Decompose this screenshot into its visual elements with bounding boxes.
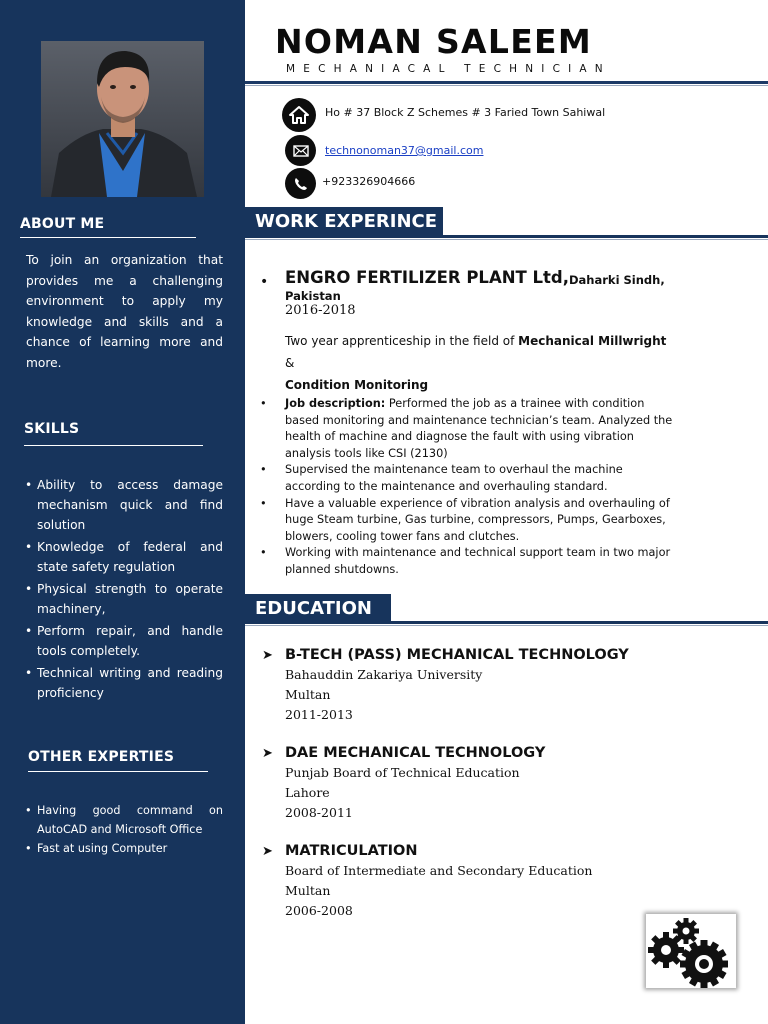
work-years: 2016-2018 [285, 303, 356, 318]
work-summary-amp: & [285, 356, 295, 370]
education-city: Lahore [285, 785, 330, 800]
work-summary-prefix: Two year apprenticeship in the field of [285, 334, 515, 348]
education-years: 2006-2008 [285, 903, 353, 918]
experties-heading-rule [28, 771, 208, 772]
skills-heading: SKILLS [24, 421, 80, 437]
phone-text: +923326904666 [322, 175, 416, 188]
gears-icon [646, 914, 736, 988]
experties-item: • Fast at using Computer [25, 840, 223, 859]
skills-list [25, 475, 223, 705]
education-years: 2008-2011 [285, 805, 353, 820]
duty-item [260, 396, 680, 462]
arrow-bullet-icon: ➤ [262, 746, 273, 761]
company-bullet: • [260, 274, 269, 290]
education-degree: B-TECH (PASS) MECHANICAL TECHNOLOGY [285, 647, 629, 663]
arrow-bullet-icon: ➤ [262, 648, 273, 663]
experties-list [25, 802, 223, 860]
profile-photo [41, 41, 204, 197]
education-degree: DAE MECHANICAL TECHNOLOGY [285, 745, 546, 761]
skill-item: • Knowledge of federal and state safety regulation [25, 537, 223, 577]
duty-item: • Working with maintenance and technical support team in two major planned shutdowns. [260, 545, 680, 578]
work-summary-field2: Condition Monitoring [285, 378, 429, 392]
duty-item-text: Performed the job as a trainee with condition based monitoring and maintenance technician’s team. Analyzed the health of machine and diagnose the fault with using vibration analysis tools like CSI (2130) [285, 397, 673, 460]
skill-item: • Physical strength to operate machinery, [25, 579, 223, 619]
work-summary-field: Mechanical Millwright [518, 334, 667, 348]
education-institute: Board of Intermediate and Secondary Education [285, 863, 593, 878]
duty-label: Job description: [285, 397, 386, 410]
mail-icon [285, 135, 316, 166]
phone-icon [285, 168, 316, 199]
arrow-bullet-icon: ➤ [262, 844, 273, 859]
education-degree: MATRICULATION [285, 843, 418, 859]
experties-item: • Having good command on AutoCAD and Microsoft Office [25, 802, 223, 839]
education-entry [262, 647, 742, 727]
skills-heading-rule [24, 445, 203, 446]
about-heading: ABOUT ME [20, 216, 105, 232]
about-text: To join an organization that provides me a challenging environment to apply my knowledge and skills and a chance of learning more and more. [26, 253, 223, 370]
about-heading-rule [20, 237, 196, 238]
education-institute: Bahauddin Zakariya University [285, 667, 483, 682]
education-heading-rule-thin [245, 625, 768, 626]
education-institute: Punjab Board of Technical Education [285, 765, 520, 780]
education-heading: EDUCATION [245, 594, 391, 624]
skill-item: • Perform repair, and handle tools completely. [25, 621, 223, 661]
job-title: MECHANIACAL TECHNICIAN [286, 63, 611, 75]
page-title: NOMAN SALEEM [275, 22, 593, 61]
work-summary [285, 330, 675, 396]
skill-item: • Technical writing and reading proficiency [25, 663, 223, 703]
work-heading-rule-thin [245, 239, 768, 240]
company-location: Daharki Sindh, [569, 273, 665, 287]
header-rule [245, 81, 768, 84]
sidebar [0, 0, 245, 1024]
education-entry [262, 745, 742, 825]
duty-item: • Have a valuable experience of vibration analysis and overhauling of huge Steam turbine, Gas turbine, compressors, Pumps, Gearboxes, blowers, cooling tower fans and clutches. [260, 496, 680, 546]
experties-heading: OTHER EXPERTIES [28, 749, 175, 765]
duties-list [260, 396, 680, 579]
skill-item: • Ability to access damage mechanism quick and find solution [25, 475, 223, 536]
address-text: Ho # 37 Block Z Schemes # 3 Faried Town Sahiwal [325, 106, 606, 119]
work-heading-rule [245, 235, 768, 238]
email-link[interactable]: technonoman37@gmail.com [325, 144, 484, 157]
education-city: Multan [285, 687, 331, 702]
education-heading-rule [245, 621, 768, 624]
home-icon [282, 98, 316, 132]
duty-item: • Supervised the maintenance team to overhaul the machine according to the maintenance and overhauling standard. [260, 462, 680, 495]
company-name: ENGRO FERTILIZER PLANT Ltd, [285, 268, 570, 287]
work-heading: WORK EXPERINCE [245, 207, 443, 237]
profile-photo-image [41, 41, 204, 197]
education-years: 2011-2013 [285, 707, 353, 722]
education-city: Multan [285, 883, 331, 898]
education-entry [262, 843, 742, 923]
header-rule-thin [245, 85, 768, 86]
company-country: Pakistan [285, 289, 341, 303]
